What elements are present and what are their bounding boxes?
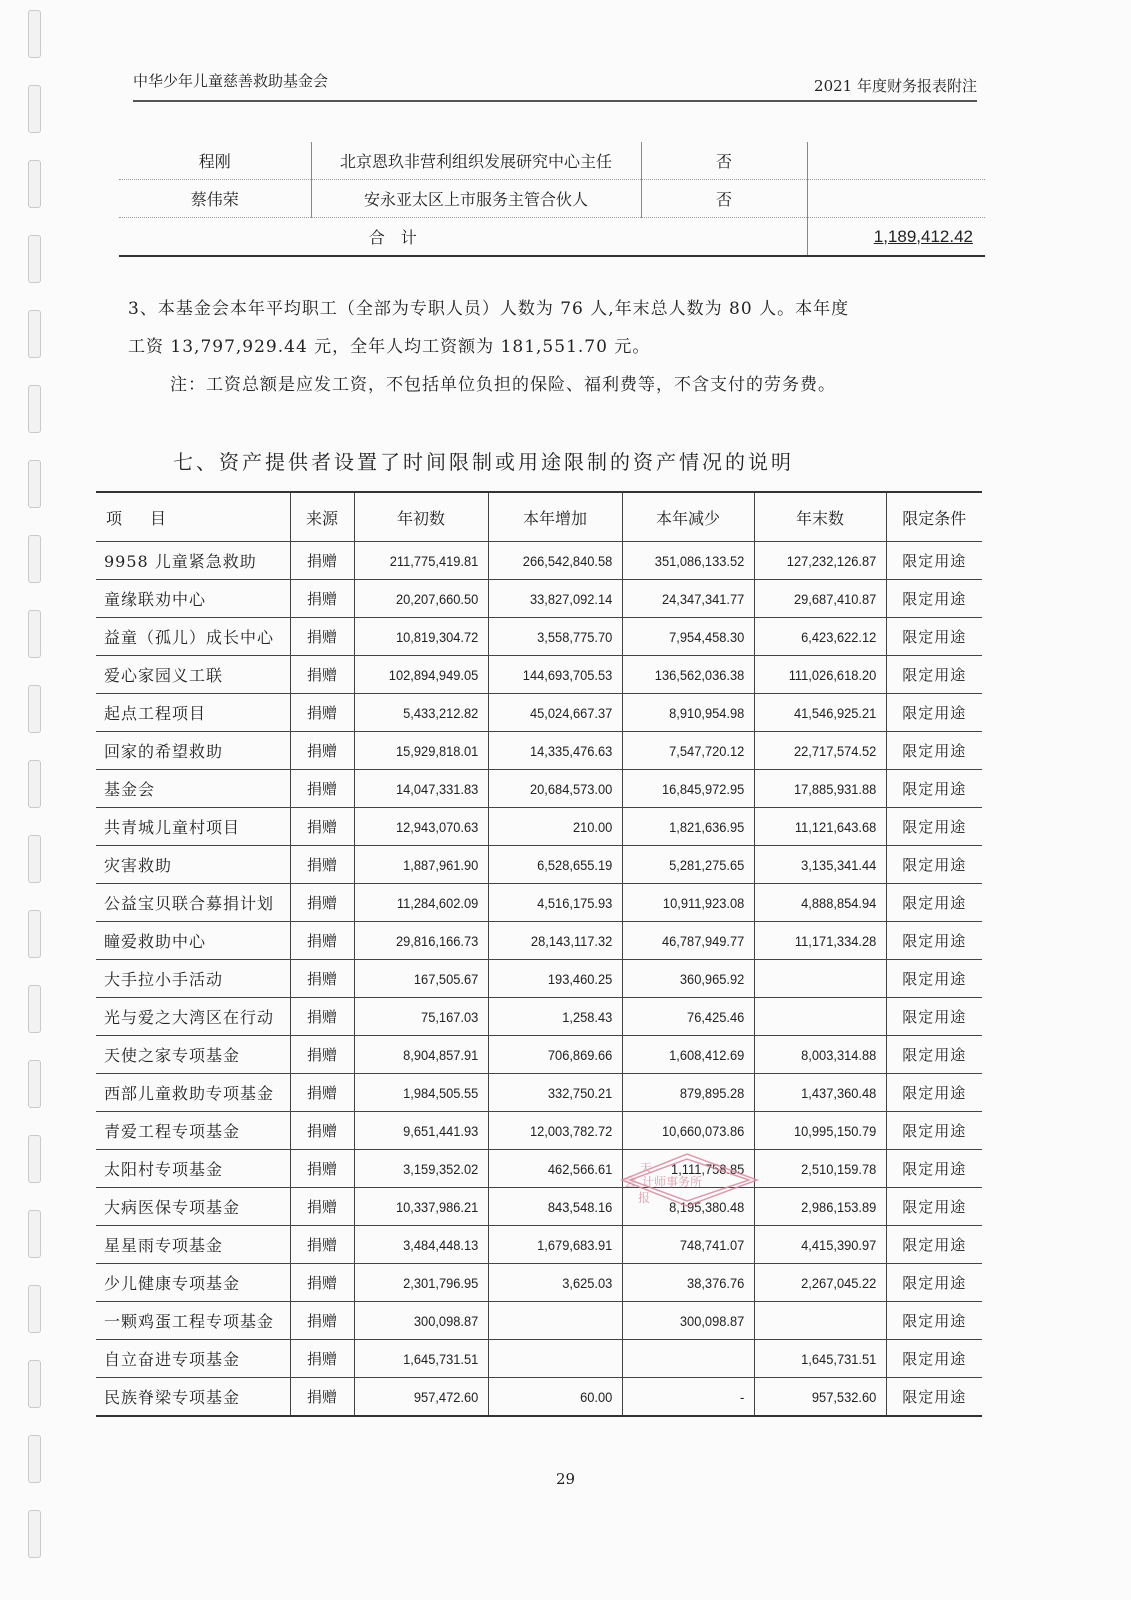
cell-closing-balance: 127,232,126.87 [765, 542, 886, 580]
col-header-closing: 年末数 [754, 492, 886, 542]
cell-condition: 限定用途 [886, 542, 982, 580]
col-header-item: 项 目 [96, 492, 290, 542]
cell-opening-balance: 3,484,448.13 [365, 1226, 488, 1264]
cell-closing-balance [765, 960, 886, 998]
cell-increase: 843,548.16 [499, 1188, 622, 1226]
cell-source: 捐赠 [290, 960, 354, 998]
cell-source: 捐赠 [290, 694, 354, 732]
asset-table [96, 491, 982, 1417]
table-row [96, 580, 982, 618]
member-name: 蔡伟荣 [190, 190, 239, 209]
member-position: 北京恩玖非营利组织发展研究中心主任 [311, 142, 641, 180]
table-row [96, 542, 982, 580]
cell-increase: 706,869.66 [499, 1036, 622, 1074]
table-row [96, 808, 982, 846]
header-org: 中华少年儿童慈善救助基金会 [133, 72, 329, 90]
cell-decrease: 10,911,923.08 [633, 884, 754, 922]
cell-source: 捐赠 [290, 1074, 354, 1112]
cell-increase: 60.00 [499, 1378, 622, 1417]
cell-source: 捐赠 [290, 884, 354, 922]
cell-decrease: 748,741.07 [633, 1226, 754, 1264]
cell-decrease: 38,376.76 [633, 1264, 754, 1302]
cell-source: 捐赠 [290, 1188, 354, 1226]
member-flag: 否 [641, 142, 807, 180]
cell-opening-balance: 300,098.87 [365, 1302, 488, 1340]
cell-closing-balance: 10,995,150.79 [765, 1112, 886, 1150]
cell-closing-balance: 4,888,854.94 [765, 884, 886, 922]
table-row [119, 142, 985, 180]
cell-closing-balance: 11,171,334.28 [765, 922, 886, 960]
cell-item-name: 民族脊梁专项基金 [96, 1378, 290, 1417]
cell-increase: 45,024,667.37 [499, 694, 622, 732]
cell-condition: 限定用途 [886, 694, 982, 732]
cell-decrease: 8,910,954.98 [633, 694, 754, 732]
table-row [96, 694, 982, 732]
cell-closing-balance: 957,532.60 [765, 1378, 886, 1417]
cell-closing-balance: 2,986,153.89 [765, 1188, 886, 1226]
cell-closing-balance: 17,885,931.88 [765, 770, 886, 808]
cell-increase: 3,625.03 [499, 1264, 622, 1302]
cell-increase: 28,143,117.32 [499, 922, 622, 960]
cell-increase: 6,528,655.19 [499, 846, 622, 884]
table-row [96, 770, 982, 808]
cell-decrease: 300,098.87 [633, 1302, 754, 1340]
page-header [133, 70, 977, 102]
cell-opening-balance: 15,929,818.01 [365, 732, 488, 770]
table-row [96, 1264, 982, 1302]
col-header-condition: 限定条件 [886, 492, 982, 542]
cell-source: 捐赠 [290, 1378, 354, 1417]
cell-decrease: 1,821,636.95 [633, 808, 754, 846]
cell-condition: 限定用途 [886, 960, 982, 998]
staff-line-1: 3、本基金会本年平均职工（全部为专职人员）人数为 76 人,年末总人数为 80 人。本年度 [128, 299, 850, 319]
cell-increase: 266,542,840.58 [499, 542, 622, 580]
cell-source: 捐赠 [290, 732, 354, 770]
cell-opening-balance: 102,894,949.05 [365, 656, 488, 694]
table-row [96, 1036, 982, 1074]
total-label: 合 计 [368, 228, 417, 247]
cell-source: 捐赠 [290, 618, 354, 656]
cell-condition: 限定用途 [886, 732, 982, 770]
cell-increase: 193,460.25 [499, 960, 622, 998]
cell-increase: 144,693,705.53 [499, 656, 622, 694]
cell-item-name: 一颗鸡蛋工程专项基金 [96, 1302, 290, 1340]
table-row [96, 1378, 982, 1417]
cell-increase: 210.00 [499, 808, 622, 846]
cell-condition: 限定用途 [886, 656, 982, 694]
cell-source: 捐赠 [290, 770, 354, 808]
member-amount [807, 180, 985, 218]
cell-opening-balance: 1,887,961.90 [365, 846, 488, 884]
cell-item-name: 大病医保专项基金 [96, 1188, 290, 1226]
cell-decrease: 10,660,073.86 [633, 1112, 754, 1150]
total-row [119, 218, 985, 257]
cell-item-name: 光与爱之大湾区在行动 [96, 998, 290, 1036]
cell-condition: 限定用途 [886, 998, 982, 1036]
cell-source: 捐赠 [290, 542, 354, 580]
cell-condition: 限定用途 [886, 1264, 982, 1302]
cell-opening-balance: 167,505.67 [365, 960, 488, 998]
cell-decrease: 16,845,972.95 [633, 770, 754, 808]
cell-increase: 332,750.21 [499, 1074, 622, 1112]
cell-source: 捐赠 [290, 998, 354, 1036]
cell-item-name: 大手拉小手活动 [96, 960, 290, 998]
cell-item-name: 瞳爱救助中心 [96, 922, 290, 960]
staff-line-2: 工资 13,797,929.44 元，全年人均工资额为 181,551.70 元。 [128, 337, 651, 357]
cell-closing-balance: 2,510,159.78 [765, 1150, 886, 1188]
cell-decrease: 879,895.28 [633, 1074, 754, 1112]
cell-decrease: 1,111,758.85 [633, 1150, 754, 1188]
cell-decrease: 351,086,133.52 [633, 542, 754, 580]
cell-item-name: 爱心家园义工联 [96, 656, 290, 694]
cell-condition: 限定用途 [886, 1074, 982, 1112]
member-table [119, 142, 985, 257]
cell-opening-balance: 20,207,660.50 [365, 580, 488, 618]
cell-item-name: 共青城儿童村项目 [96, 808, 290, 846]
table-row [96, 618, 982, 656]
cell-source: 捐赠 [290, 846, 354, 884]
cell-increase: 4,516,175.93 [499, 884, 622, 922]
cell-opening-balance: 1,984,505.55 [365, 1074, 488, 1112]
cell-condition: 限定用途 [886, 808, 982, 846]
cell-decrease: 76,425.46 [633, 998, 754, 1036]
cell-item-name: 青爱工程专项基金 [96, 1112, 290, 1150]
cell-closing-balance: 8,003,314.88 [765, 1036, 886, 1074]
cell-closing-balance: 29,687,410.87 [765, 580, 886, 618]
cell-item-name: 9958 儿童紧急救助 [96, 542, 290, 580]
cell-closing-balance: 1,437,360.48 [765, 1074, 886, 1112]
cell-condition: 限定用途 [886, 1302, 982, 1340]
svg-text:会: 会 [624, 1175, 637, 1189]
table-row [96, 1112, 982, 1150]
cell-closing-balance: 22,717,574.52 [765, 732, 886, 770]
cell-condition: 限定用途 [886, 1226, 982, 1264]
cell-opening-balance: 211,775,419.81 [365, 542, 488, 580]
cell-condition: 限定用途 [886, 618, 982, 656]
cell-opening-balance: 11,284,602.09 [365, 884, 488, 922]
cell-item-name: 起点工程项目 [96, 694, 290, 732]
cell-opening-balance: 10,819,304.72 [365, 618, 488, 656]
cell-condition: 限定用途 [886, 770, 982, 808]
cell-source: 捐赠 [290, 1150, 354, 1188]
cell-condition: 限定用途 [886, 1378, 982, 1417]
cell-item-name: 益童（孤儿）成长中心 [96, 618, 290, 656]
cell-increase: 14,335,476.63 [499, 732, 622, 770]
cell-increase: 33,827,092.14 [499, 580, 622, 618]
table-row [96, 1340, 982, 1378]
member-name: 程刚 [198, 152, 231, 171]
cell-closing-balance: 11,121,643.68 [765, 808, 886, 846]
cell-opening-balance: 1,645,731.51 [365, 1340, 488, 1378]
cell-closing-balance: 41,546,925.21 [765, 694, 886, 732]
section-title: 七、资产提供者设置了时间限制或用途限制的资产情况的说明 [173, 450, 794, 474]
cell-item-name: 灾害救助 [96, 846, 290, 884]
cell-closing-balance: 6,423,622.12 [765, 618, 886, 656]
cell-opening-balance: 75,167.03 [365, 998, 488, 1036]
cell-increase: 1,258.43 [499, 998, 622, 1036]
cell-decrease: 46,787,949.77 [633, 922, 754, 960]
table-header-row [96, 492, 982, 542]
cell-decrease: 8,195,380.48 [633, 1188, 754, 1226]
page-number: 29 [555, 1470, 576, 1488]
cell-closing-balance: 4,415,390.97 [765, 1226, 886, 1264]
total-amount: 1,189,412.42 [807, 218, 985, 257]
cell-opening-balance: 10,337,986.21 [365, 1188, 488, 1226]
cell-closing-balance: 111,026,618.20 [765, 656, 886, 694]
table-row [96, 1302, 982, 1340]
cell-condition: 限定用途 [886, 1150, 982, 1188]
cell-increase [499, 1302, 622, 1340]
cell-condition: 限定用途 [886, 922, 982, 960]
table-row [96, 732, 982, 770]
cell-increase: 1,679,683.91 [499, 1226, 622, 1264]
table-row [96, 1188, 982, 1226]
col-header-opening: 年初数 [354, 492, 488, 542]
svg-text:计师事务所: 计师事务所 [642, 1175, 703, 1189]
cell-source: 捐赠 [290, 1036, 354, 1074]
staff-note: 注：工资总额是应发工资，不包括单位负担的保险、福利费等，不含支付的劳务费。 [170, 375, 836, 395]
col-header-decrease: 本年减少 [622, 492, 754, 542]
table-row [96, 960, 982, 998]
cell-source: 捐赠 [290, 1264, 354, 1302]
cell-opening-balance: 9,651,441.93 [365, 1112, 488, 1150]
col-header-increase: 本年增加 [488, 492, 622, 542]
member-position: 安永亚太区上市服务主管合伙人 [311, 180, 641, 218]
cell-condition: 限定用途 [886, 1036, 982, 1074]
cell-item-name: 天使之家专项基金 [96, 1036, 290, 1074]
cell-item-name: 太阳村专项基金 [96, 1150, 290, 1188]
cell-increase: 12,003,782.72 [499, 1112, 622, 1150]
cell-increase: 20,684,573.00 [499, 770, 622, 808]
cell-condition: 限定用途 [886, 1112, 982, 1150]
table-row [96, 1150, 982, 1188]
cell-item-name: 少儿健康专项基金 [96, 1264, 290, 1302]
table-row [96, 1074, 982, 1112]
svg-text:天: 天 [640, 1161, 653, 1175]
cell-opening-balance: 12,943,070.63 [365, 808, 488, 846]
cell-condition: 限定用途 [886, 1340, 982, 1378]
cell-increase [499, 1340, 622, 1378]
cell-opening-balance: 3,159,352.02 [365, 1150, 488, 1188]
cell-closing-balance: 3,135,341.44 [765, 846, 886, 884]
cell-opening-balance: 29,816,166.73 [365, 922, 488, 960]
cell-decrease: 136,562,036.38 [633, 656, 754, 694]
cell-source: 捐赠 [290, 1112, 354, 1150]
cell-item-name: 回家的希望救助 [96, 732, 290, 770]
cell-source: 捐赠 [290, 1340, 354, 1378]
cell-condition: 限定用途 [886, 580, 982, 618]
cell-closing-balance [765, 998, 886, 1036]
cell-item-name: 基金会 [96, 770, 290, 808]
cell-source: 捐赠 [290, 1302, 354, 1340]
cell-condition: 限定用途 [886, 884, 982, 922]
cell-closing-balance [765, 1302, 886, 1340]
col-header-source: 来源 [290, 492, 354, 542]
table-row [96, 998, 982, 1036]
cell-decrease: 7,547,720.12 [633, 732, 754, 770]
cell-opening-balance: 8,904,857.91 [365, 1036, 488, 1074]
cell-opening-balance: 957,472.60 [365, 1378, 488, 1417]
cell-increase: 3,558,775.70 [499, 618, 622, 656]
cell-decrease: 1,608,412.69 [633, 1036, 754, 1074]
cell-item-name: 公益宝贝联合募捐计划 [96, 884, 290, 922]
table-row [96, 656, 982, 694]
cell-decrease: 5,281,275.65 [633, 846, 754, 884]
cell-decrease: 24,347,341.77 [633, 580, 754, 618]
svg-text:报: 报 [638, 1191, 651, 1205]
cell-condition: 限定用途 [886, 846, 982, 884]
cell-decrease: 360,965.92 [633, 960, 754, 998]
table-row [96, 846, 982, 884]
cell-source: 捐赠 [290, 1226, 354, 1264]
cell-increase: 462,566.61 [499, 1150, 622, 1188]
cell-opening-balance: 14,047,331.83 [365, 770, 488, 808]
cell-item-name: 童缘联劝中心 [96, 580, 290, 618]
cell-opening-balance: 5,433,212.82 [365, 694, 488, 732]
table-row [96, 922, 982, 960]
cell-item-name: 西部儿童救助专项基金 [96, 1074, 290, 1112]
cell-source: 捐赠 [290, 580, 354, 618]
table-row [119, 180, 985, 218]
cell-closing-balance: 2,267,045.22 [765, 1264, 886, 1302]
cell-decrease: - [633, 1378, 754, 1417]
cell-source: 捐赠 [290, 656, 354, 694]
cell-closing-balance: 1,645,731.51 [765, 1340, 886, 1378]
binding-margin [24, 0, 46, 1600]
cell-decrease: 7,954,458.30 [633, 618, 754, 656]
table-row [96, 1226, 982, 1264]
cell-opening-balance: 2,301,796.95 [365, 1264, 488, 1302]
cell-condition: 限定用途 [886, 1188, 982, 1226]
header-report: 2021 年度财务报表附注 [814, 77, 977, 95]
cell-source: 捐赠 [290, 808, 354, 846]
member-flag: 否 [641, 180, 807, 218]
auditor-stamp [612, 1150, 762, 1210]
cell-source: 捐赠 [290, 922, 354, 960]
member-amount [807, 142, 985, 180]
cell-decrease [633, 1340, 754, 1378]
cell-item-name: 自立奋进专项基金 [96, 1340, 290, 1378]
table-row [96, 884, 982, 922]
cell-item-name: 星星雨专项基金 [96, 1226, 290, 1264]
